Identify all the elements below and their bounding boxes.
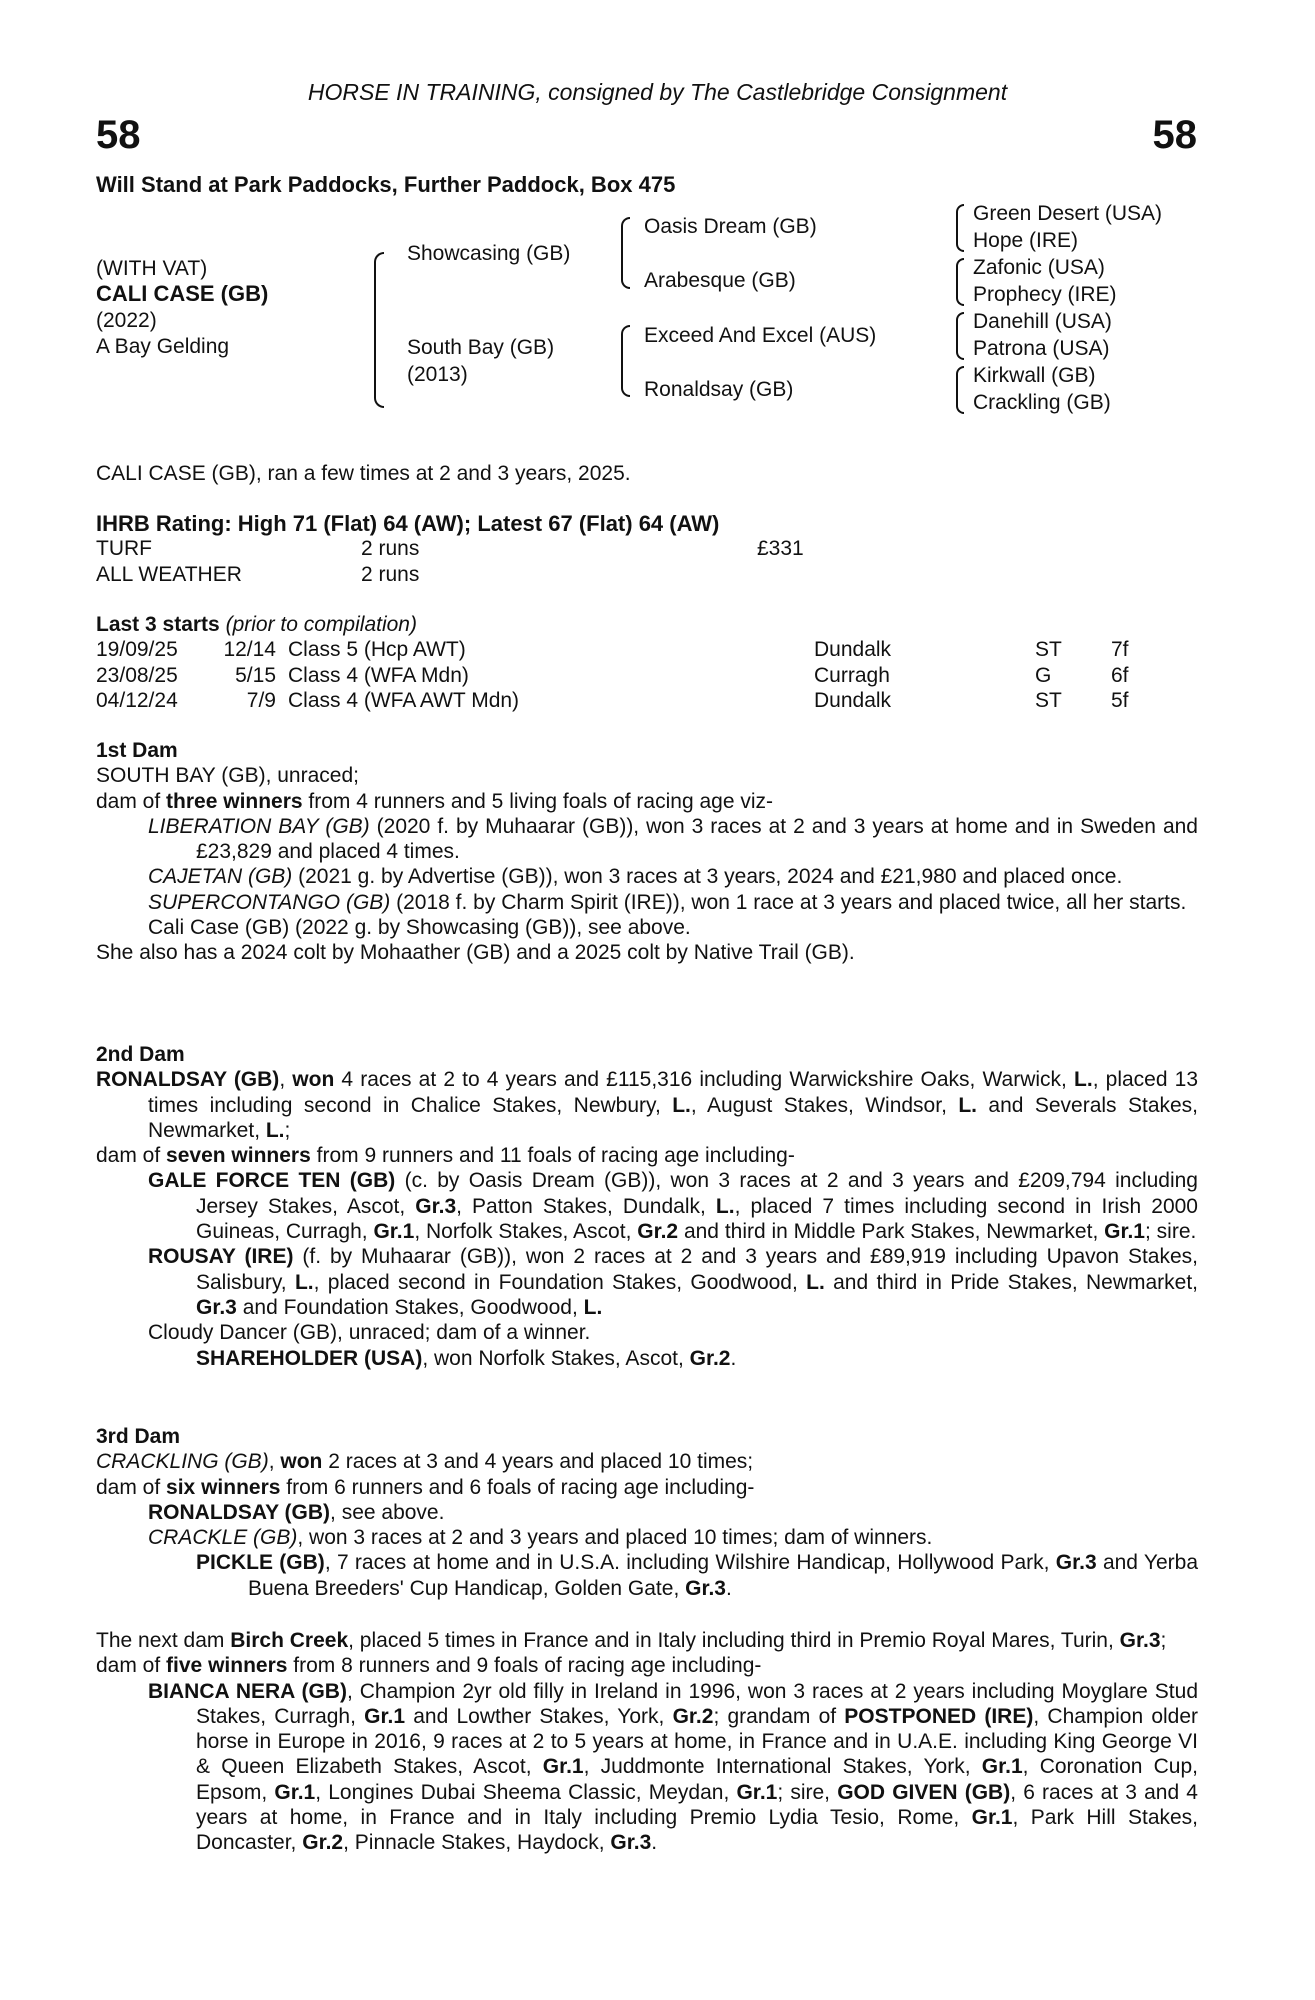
dam: South Bay (GB) xyxy=(407,336,555,359)
text: ; xyxy=(284,1118,291,1142)
bold-text: Gr.2 xyxy=(637,1220,679,1244)
surface: TURF xyxy=(96,537,152,561)
text: 4 races at 2 to 4 years and £115,316 including Warwickshire Oaks, Warwick, xyxy=(334,1068,1075,1092)
start-race: Class 4 (WFA Mdn) xyxy=(288,663,469,687)
bold-text: Gr.3 xyxy=(1055,1551,1097,1575)
text: Cali Case (GB) (2022 g. by Showcasing (GB)), see above. xyxy=(148,916,691,940)
text: dam of xyxy=(96,1654,167,1678)
start-pos: 7/9 xyxy=(246,688,276,712)
gg-2: Zafonic (USA) xyxy=(973,256,1105,279)
text: Cloudy Dancer (GB), unraced; dam of a winner. xyxy=(148,1321,591,1345)
bold-text: Gr.2 xyxy=(302,1831,344,1855)
bold-text: L. xyxy=(1074,1068,1093,1092)
bold-text: five winners xyxy=(166,1654,288,1678)
bold-text: Gr.1 xyxy=(981,1755,1023,1779)
text: , Patton Stakes, Dundalk, xyxy=(456,1194,716,1218)
start-course: Dundalk xyxy=(814,638,892,662)
text: , Park Hill Stakes, Doncaster, xyxy=(196,1806,1199,1855)
text: , placed 13 times including second in Chalice Stakes, Newbury, xyxy=(148,1068,1199,1117)
runs: 2 runs xyxy=(361,562,420,586)
paragraph xyxy=(96,1628,1198,1653)
paragraph xyxy=(96,890,1198,915)
bold-text: L. xyxy=(583,1295,603,1319)
pedigree-section xyxy=(96,1424,1198,1601)
gg-1: Hope (IRE) xyxy=(973,229,1079,252)
rating-block xyxy=(96,511,1198,587)
bold-text: L. xyxy=(958,1093,977,1117)
text: . xyxy=(651,1831,658,1855)
paragraph xyxy=(96,1168,1198,1244)
bold-text: L. xyxy=(806,1270,825,1294)
italic-text: CAJETAN (GB) xyxy=(148,865,293,889)
paragraph xyxy=(96,940,1198,965)
start-pos: 12/14 xyxy=(223,638,276,662)
lot-number-left: 58 xyxy=(96,113,141,157)
bold-text: Gr.1 xyxy=(736,1780,778,1804)
text: SOUTH BAY (GB), unraced; xyxy=(96,764,359,788)
bold-text: RONALDSAY (GB) xyxy=(148,1500,331,1524)
rating-title: IHRB Rating: High 71 (Flat) 64 (AW); Latest 67 (Flat) 64 (AW) xyxy=(96,511,720,536)
consignment-header: HORSE IN TRAINING, consigned by The Castlebridge Consignment xyxy=(307,79,1008,105)
text: dam of xyxy=(96,1144,167,1168)
start-course: Curragh xyxy=(814,663,890,687)
sire-sire: Oasis Dream (GB) xyxy=(644,215,817,238)
bold-text: Gr.1 xyxy=(373,1220,415,1244)
pedigree-section xyxy=(96,1628,1198,1856)
start-row xyxy=(96,637,1198,662)
start-date: 23/08/25 xyxy=(96,663,178,687)
paragraph xyxy=(96,915,1198,940)
text: , placed second in Foundation Stakes, Goodwood, xyxy=(313,1270,807,1294)
bold-text: L. xyxy=(715,1194,735,1218)
text: , 6 races at 3 and 4 years at home, in France and in Italy including Premio Lydia Tesio, Rome, xyxy=(196,1780,1198,1830)
text: , Longines Dubai Sheema Classic, Meydan, xyxy=(315,1780,737,1804)
paragraph xyxy=(96,1679,1198,1856)
paragraph xyxy=(96,763,1198,788)
record-row xyxy=(96,562,1198,587)
earnings: £331 xyxy=(757,537,804,561)
italic-text: LIBERATION BAY (GB) xyxy=(148,814,370,838)
brace xyxy=(956,312,964,360)
gg-5: Patrona (USA) xyxy=(973,337,1110,360)
surface: ALL WEATHER xyxy=(96,562,242,586)
start-dist: 5f xyxy=(1111,688,1129,712)
horse-description: A Bay Gelding xyxy=(96,335,230,358)
dam-sire: Exceed And Excel (AUS) xyxy=(644,324,877,347)
text: , Pinnacle Stakes, Haydock, xyxy=(343,1831,611,1855)
text: , Juddmonte International Stakes, York, xyxy=(583,1755,982,1779)
text: , August Stakes, Windsor, xyxy=(690,1093,959,1117)
start-course: Dundalk xyxy=(814,688,892,712)
section-title: 2nd Dam xyxy=(96,1043,185,1066)
bold-text: six winners xyxy=(166,1475,281,1499)
text: . xyxy=(730,1346,737,1370)
text: , placed 7 times including second in Irish 2000 Guineas, Curragh, xyxy=(196,1194,1198,1244)
brace xyxy=(621,217,630,289)
text: . xyxy=(726,1576,732,1600)
sire: Showcasing (GB) xyxy=(407,242,571,265)
text: , xyxy=(268,1450,281,1474)
bold-text: L. xyxy=(672,1093,691,1117)
bold-text: GOD GIVEN (GB) xyxy=(837,1780,1011,1804)
sire-dam: Arabesque (GB) xyxy=(644,269,796,292)
text: from 8 runners and 9 foals of racing age including- xyxy=(287,1654,762,1678)
text: from 4 runners and 5 living foals of racing age viz- xyxy=(302,789,773,813)
text: and Foundation Stakes, Goodwood, xyxy=(236,1295,584,1319)
bold-text: Birch Creek xyxy=(230,1629,349,1652)
paragraph xyxy=(96,1143,1198,1168)
text: (f. by Muhaarar (GB)), won 2 races at 2 and 3 years and £89,919 including Upavon Stakes, Salisbury, xyxy=(196,1245,1198,1294)
start-going: ST xyxy=(1035,688,1062,712)
bold-text: Gr.1 xyxy=(274,1780,316,1804)
bold-text: Gr.1 xyxy=(971,1806,1013,1830)
start-dist: 7f xyxy=(1111,638,1129,662)
bold-text: Gr.3 xyxy=(196,1295,237,1319)
text: , Champion 2yr old filly in Ireland in 1996, won 3 races at 2 years including Moyglare Stud Stakes, Curragh, xyxy=(196,1679,1198,1728)
paragraph xyxy=(96,864,1198,889)
paragraph xyxy=(96,1320,1198,1345)
lot-number-right: 58 xyxy=(1152,113,1197,157)
bold-text: L. xyxy=(294,1270,314,1294)
gg-6: Kirkwall (GB) xyxy=(973,364,1096,387)
start-dist: 6f xyxy=(1111,663,1129,687)
paragraph xyxy=(96,1449,1198,1474)
text: The next dam xyxy=(96,1629,231,1652)
start-going: ST xyxy=(1035,638,1062,662)
start-pos: 5/15 xyxy=(235,663,276,687)
paragraph xyxy=(96,1653,1198,1678)
paragraph xyxy=(96,789,1198,814)
bold-text: Gr.1 xyxy=(542,1755,584,1779)
text: ; xyxy=(1160,1629,1167,1652)
text: , Norfolk Stakes, Ascot, xyxy=(414,1220,638,1244)
bold-text: PICKLE (GB) xyxy=(196,1551,325,1575)
text: , won 3 races at 2 and 3 years and placed 10 times; dam of winners. xyxy=(297,1526,933,1550)
bold-text: RONALDSAY (GB) xyxy=(96,1068,280,1092)
bold-text: won xyxy=(292,1068,335,1092)
text: , 7 races at home and in U.S.A. including Wilshire Handicap, Hollywood Park, xyxy=(324,1551,1056,1575)
paragraph xyxy=(96,1346,1198,1371)
start-going: G xyxy=(1035,663,1052,687)
start-date: 04/12/24 xyxy=(96,688,178,712)
brace xyxy=(956,204,964,252)
horse-name: CALI CASE (GB) xyxy=(96,281,269,306)
gg-0: Green Desert (USA) xyxy=(973,202,1163,225)
text: and Lowther Stakes, York, xyxy=(405,1704,673,1728)
text: (2021 g. by Advertise (GB)), won 3 races at 3 years, 2024 and £21,980 and placed once. xyxy=(292,865,1123,889)
bold-text: GALE FORCE TEN (GB) xyxy=(148,1169,396,1193)
brace xyxy=(956,258,964,306)
text: ; sire, xyxy=(777,1780,838,1804)
paragraph xyxy=(96,1067,1198,1143)
text: dam of xyxy=(96,1475,167,1499)
gg-4: Danehill (USA) xyxy=(973,310,1112,333)
text: from 9 runners and 11 foals of racing age including- xyxy=(310,1144,795,1168)
paragraph xyxy=(96,1550,1198,1601)
runs: 2 runs xyxy=(361,537,420,561)
record-row xyxy=(96,536,1198,561)
text: ; sire. xyxy=(1145,1220,1197,1244)
bold-text: Gr.2 xyxy=(672,1704,714,1728)
text: and third in Pride Stakes, Newmarket, xyxy=(824,1270,1199,1294)
start-race: Class 4 (WFA AWT Mdn) xyxy=(288,688,520,712)
bold-text: Gr.1 xyxy=(364,1704,406,1728)
bold-text: Gr.1 xyxy=(1104,1220,1145,1244)
start-date: 19/09/25 xyxy=(96,638,178,662)
bold-text: seven winners xyxy=(166,1144,311,1168)
start-row xyxy=(96,688,1198,713)
vat-note: (WITH VAT) xyxy=(96,257,208,280)
horse-year: (2022) xyxy=(96,309,157,332)
section-title: 1st Dam xyxy=(96,739,178,762)
text: , Champion older horse in Europe in 2016, 9 races at 2 to 5 years at home, in France and in U.A.E. including King George VI & Queen Elizabeth Stakes, Ascot, xyxy=(196,1704,1199,1779)
paragraph xyxy=(96,814,1198,865)
bold-text: POSTPONED (IRE) xyxy=(844,1704,1034,1728)
text: , won Norfolk Stakes, Ascot, xyxy=(422,1346,690,1370)
italic-text: CRACKLE (GB) xyxy=(148,1526,298,1550)
paragraph xyxy=(96,1244,1198,1320)
paragraph xyxy=(96,1475,1198,1500)
italic-text: CRACKLING (GB) xyxy=(96,1450,269,1474)
dam-year: (2013) xyxy=(407,363,468,386)
dam-dam: Ronaldsay (GB) xyxy=(644,378,794,401)
text: and Severals Stakes, Newmarket, xyxy=(148,1093,1199,1142)
bold-text: ROUSAY (IRE) xyxy=(148,1245,294,1269)
text: , placed 5 times in France and in Italy including third in Premio Royal Mares, Turin, xyxy=(348,1629,1120,1652)
brace xyxy=(374,252,384,408)
bold-text: BIANCA NERA (GB) xyxy=(148,1679,347,1703)
text: (2020 f. by Muhaarar (GB)), won 3 races at 2 and 3 years at home and in Sweden and £23,829 and placed 4 times. xyxy=(196,814,1198,864)
text: She also has a 2024 colt by Mohaather (GB) and a 2025 colt by Native Trail (GB). xyxy=(96,941,855,965)
bold-text: won xyxy=(280,1450,323,1474)
bold-text: Gr.3 xyxy=(415,1194,457,1218)
bold-text: Gr.2 xyxy=(689,1346,731,1370)
text: (2018 f. by Charm Spirit (IRE)), won 1 race at 3 years and placed twice, all her starts. xyxy=(390,890,1187,914)
start-row xyxy=(96,663,1198,688)
text: , xyxy=(279,1068,293,1092)
text: , Coronation Cup, Epsom, xyxy=(196,1755,1198,1804)
bold-text: three winners xyxy=(166,789,303,813)
last-starts-note: (prior to compilation) xyxy=(225,613,417,636)
text: ; grandam of xyxy=(713,1704,845,1728)
text: 2 races at 3 and 4 years and placed 10 times; xyxy=(322,1450,754,1474)
last-starts-title: Last 3 starts xyxy=(96,613,220,636)
italic-text: SUPERCONTANGO (GB) xyxy=(148,890,391,914)
bold-text: Gr.3 xyxy=(610,1831,652,1855)
text: and Yerba Buena Breeders' Cup Handicap, Golden Gate, xyxy=(248,1551,1199,1600)
paragraph xyxy=(96,1525,1198,1550)
bold-text: Gr.3 xyxy=(1119,1629,1161,1652)
bold-text: Gr.3 xyxy=(685,1576,726,1600)
text: from 6 runners and 6 foals of racing age including- xyxy=(280,1475,755,1499)
paragraph xyxy=(96,1500,1198,1525)
stand-location: Will Stand at Park Paddocks, Further Paddock, Box 475 xyxy=(96,172,676,197)
text: , see above. xyxy=(330,1500,445,1524)
gg-7: Crackling (GB) xyxy=(973,391,1111,414)
last-starts xyxy=(96,612,1198,713)
race-summary: CALI CASE (GB), ran a few times at 2 and 3 years, 2025. xyxy=(96,462,631,485)
text: dam of xyxy=(96,789,167,813)
text: (c. by Oasis Dream (GB)), won 3 races at 2 and 3 years and £209,794 including Jersey Stakes, Ascot, xyxy=(196,1169,1198,1218)
text: and third in Middle Park Stakes, Newmarket, xyxy=(678,1220,1105,1244)
pedigree-section xyxy=(96,738,1198,966)
pedigree-section xyxy=(96,1042,1198,1371)
brace xyxy=(621,325,630,397)
brace xyxy=(956,366,964,414)
bold-text: SHAREHOLDER (USA) xyxy=(196,1346,423,1370)
section-title: 3rd Dam xyxy=(96,1425,181,1448)
bold-text: L. xyxy=(265,1118,285,1142)
start-race: Class 5 (Hcp AWT) xyxy=(288,638,466,662)
gg-3: Prophecy (IRE) xyxy=(973,283,1117,306)
